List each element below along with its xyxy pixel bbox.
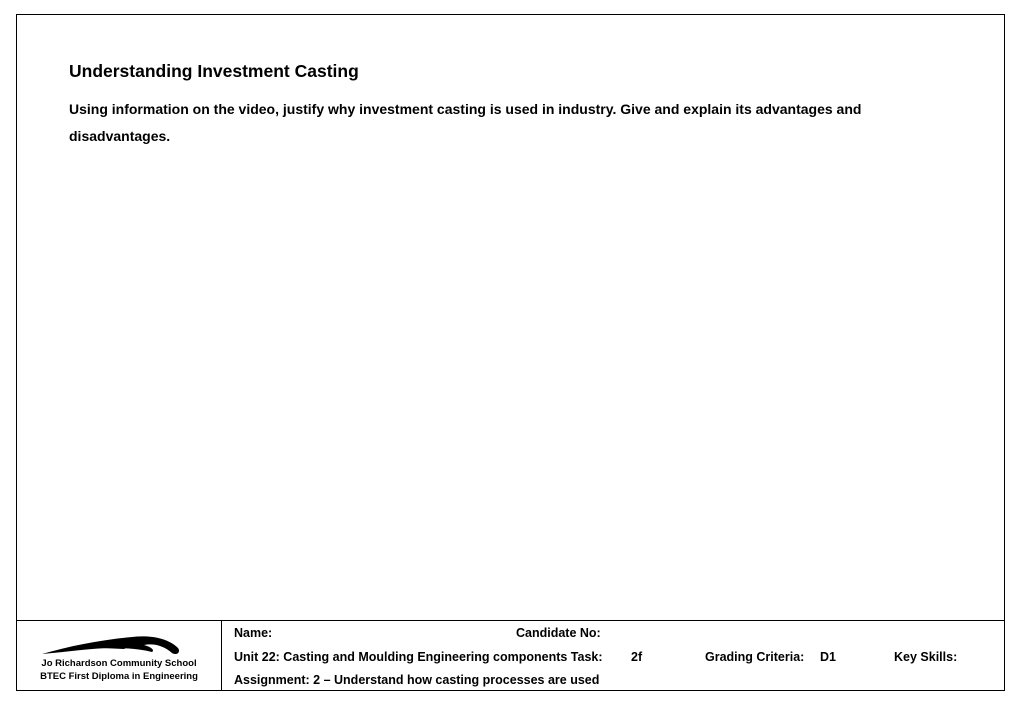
- task-value: 2f: [631, 650, 643, 664]
- assignment-label: Assignment: 2 – Understand how casting processes are used: [234, 673, 600, 687]
- task-instructions: Using information on the video, justify why investment casting is used in industry. Give and explain its advantages and disadvantages.: [69, 101, 862, 144]
- unit-task-label: Unit 22: Casting and Moulding Engineering components Task:: [234, 650, 603, 664]
- bird-icon: [40, 634, 190, 660]
- school-logo: [16, 621, 222, 691]
- grading-criteria-value: D1: [820, 650, 836, 664]
- candidate-number-label: Candidate No:: [516, 626, 601, 640]
- name-label: Name:: [234, 626, 273, 640]
- course-name: BTEC First Diploma in Engineering: [40, 671, 198, 682]
- footer: [16, 620, 1005, 691]
- page-title: Understanding Investment Casting: [69, 61, 359, 81]
- grading-criteria-label: Grading Criteria:: [705, 650, 805, 664]
- school-name: Jo Richardson Community School: [41, 658, 197, 669]
- key-skills-label: Key Skills:: [894, 650, 958, 664]
